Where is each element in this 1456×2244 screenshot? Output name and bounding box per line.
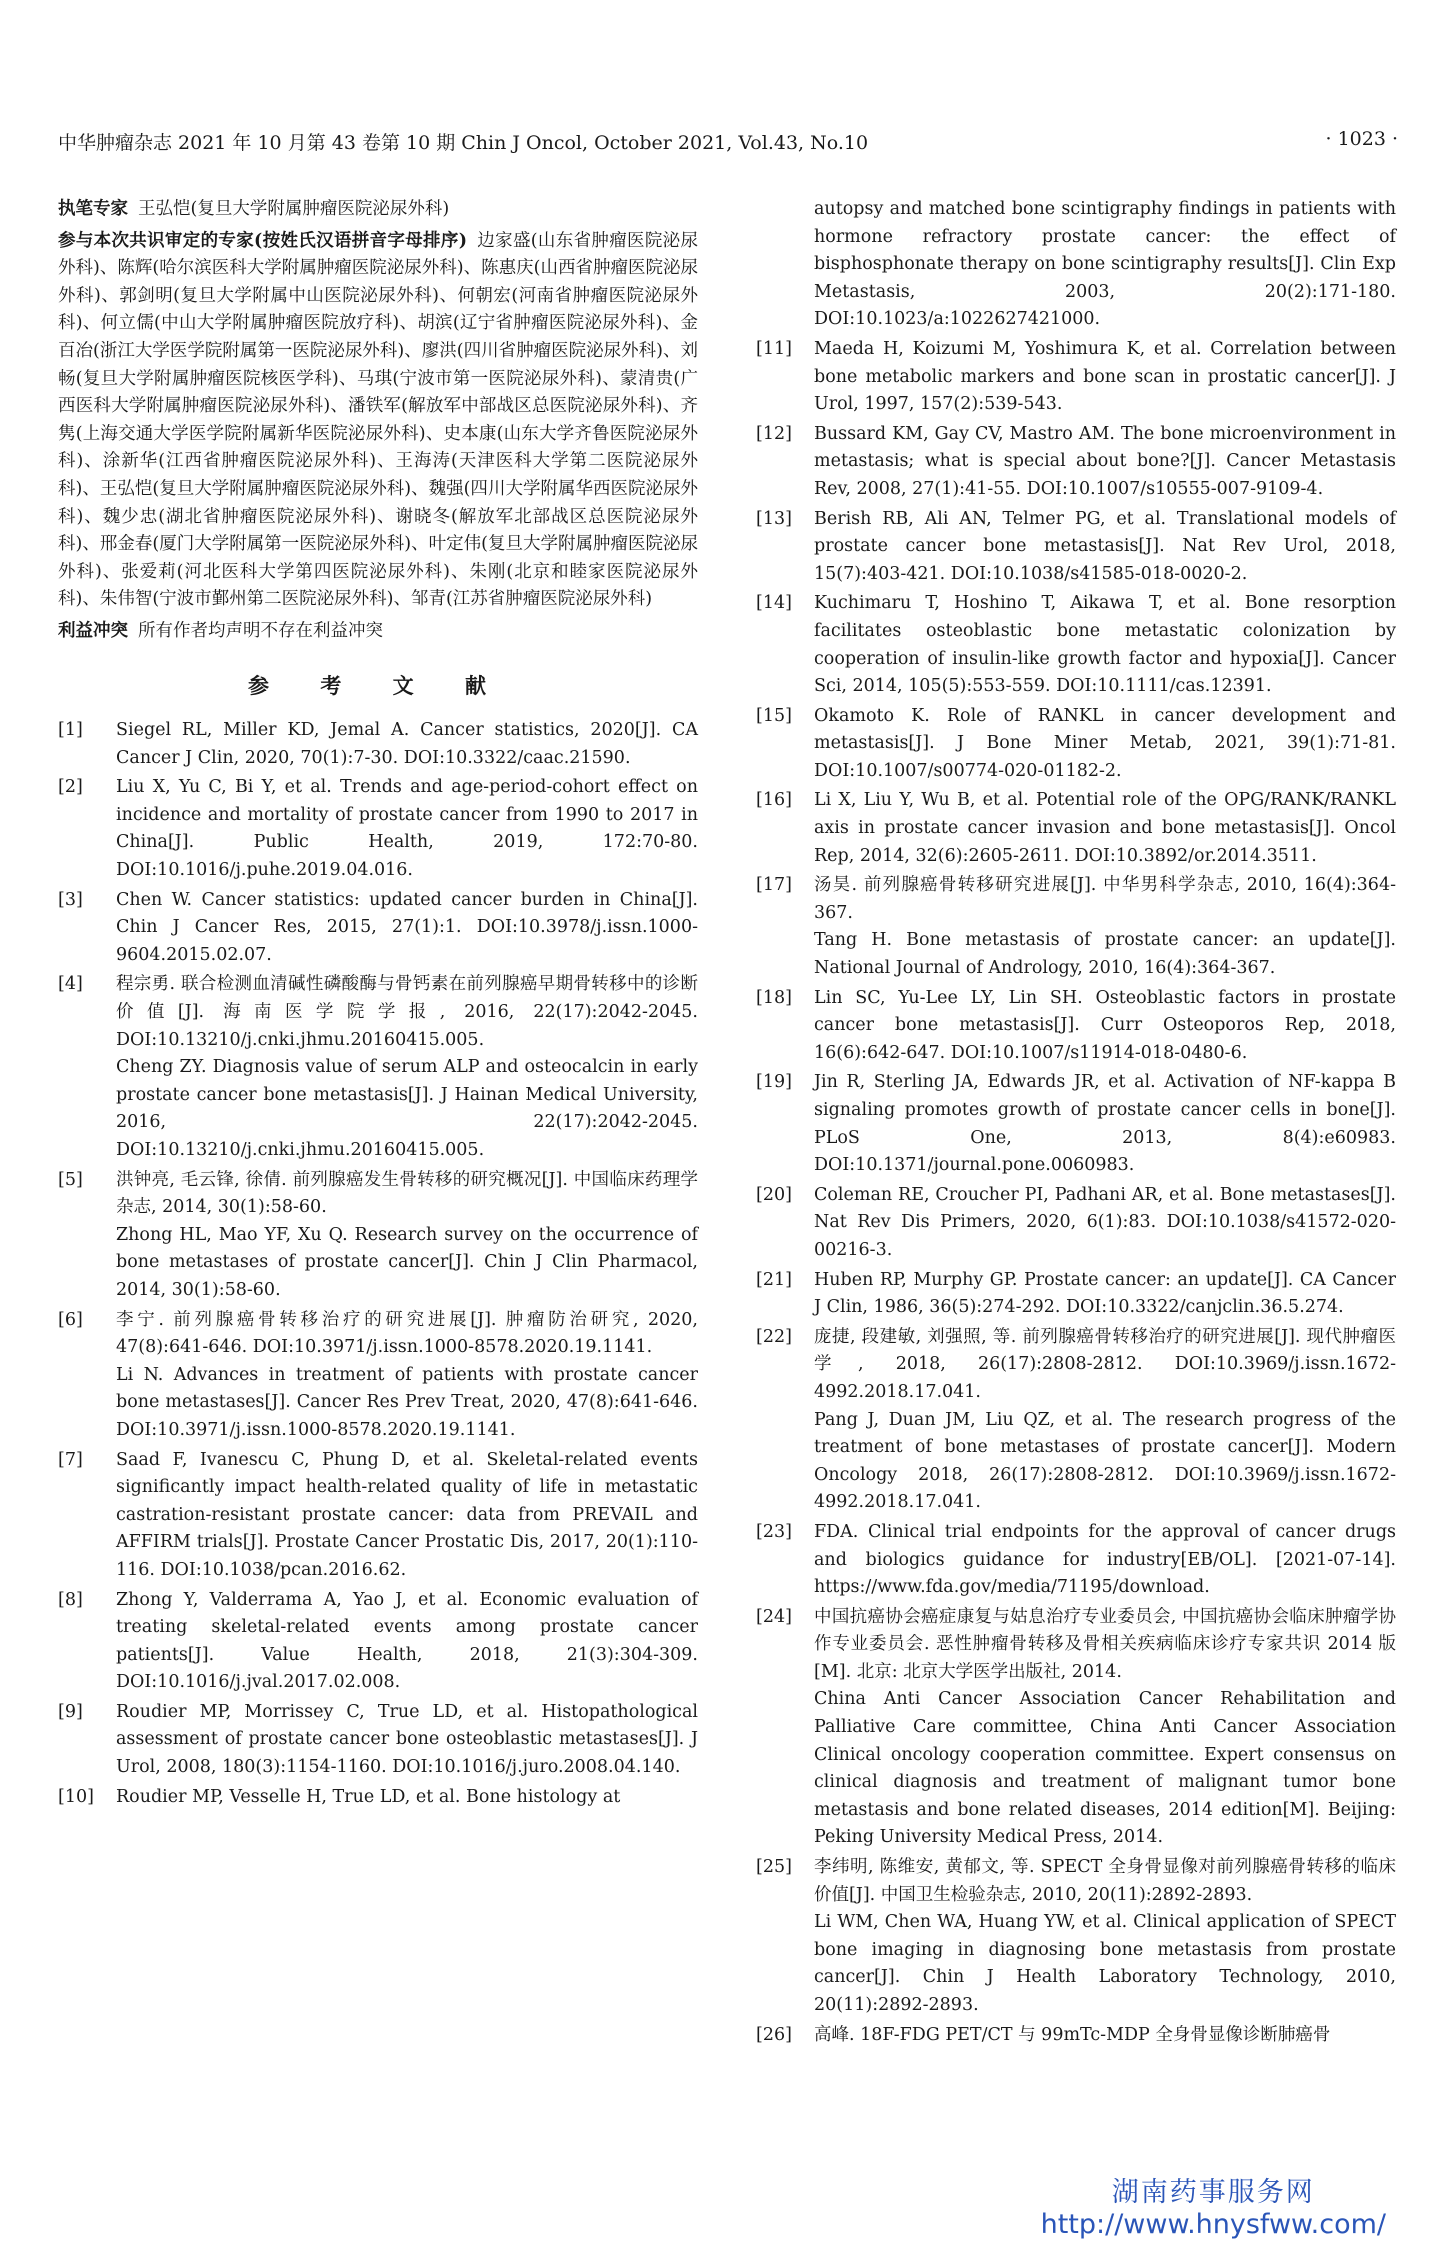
reference-body bbox=[116, 1699, 698, 1782]
reference-number: [26] bbox=[756, 2024, 792, 2045]
reference-text: Roudier MP, Morrissey C, True LD, et al. Histopathological assessment of prostate cancer bone osteoblastic metastases[J]. J Urol, 2008, 180(3):1154-1160. DOI:10.1016/j.juro.2008.04.140. bbox=[116, 1701, 698, 1778]
reviewers-text: 边家盛(山东省肿瘤医院泌尿外科)、陈辉(哈尔滨医科大学附属肿瘤医院泌尿外科)、陈惠庆(山西省肿瘤医院泌尿外科)、郭剑明(复旦大学附属中山医院泌尿外科)、何朝宏(河南省肿瘤医院泌尿外科)、何立儒(中山大学附属肿瘤医院放疗科)、胡滨(辽宁省肿瘤医院泌尿外科)、金百冶(浙江大学医学院附属第一医院泌尿外科)、廖洪(四川省肿瘤医院泌尿外科)、刘畅(复旦大学附属肿瘤医院核医学科)、马琪(宁波市第一医院泌尿外科)、蒙清贵(广西医科大学附属肿瘤医院泌尿外科)、潘铁军(解放军中部战区总医院泌尿外科)、齐隽(上海交通大学医学院附属新华医院泌尿外科)、史本康(山东大学齐鲁医院泌尿外科)、涂新华(江西省肿瘤医院泌尿外科)、王海涛(天津医科大学第二医院泌尿外科)、王弘恺(复旦大学附属肿瘤医院泌尿外科)、魏强(四川大学附属华西医院泌尿外科)、魏少忠(湖北省肿瘤医院泌尿外科)、谢晓冬(解放军北部战区总医院泌尿外科)、邢金春(厦门大学附属第一医院泌尿外科)、叶定伟(复旦大学附属肿瘤医院泌尿外科)、张爱莉(河北医科大学第四医院泌尿外科)、朱刚(北京和睦家医院泌尿外科)、朱伟智(宁波市鄞州第二医院泌尿外科)、邹青(江苏省肿瘤医院泌尿外科) bbox=[58, 230, 699, 610]
reference-body bbox=[814, 1182, 1396, 1265]
reference-translation: China Anti Cancer Association Cancer Rehabilitation and Palliative Care committee, China Anti Cancer Association Clinical oncology cooperation committee. Expert consensus on clinical diagnosis and treatment of malignant tumor bone metastasis and bone related diseases, 2014 edition[M]. Beijing: Peking University Medical Press, 2014. bbox=[814, 1689, 1396, 1848]
reference-body bbox=[814, 872, 1396, 982]
reference-translation: Li N. Advances in treatment of patients with prostate cancer bone metastases[J]. Cancer Res Prev Treat, 2020, 47(8):641-646. DOI:10.3971/j.issn.1000-8578.2020.19.1141. bbox=[116, 1364, 698, 1440]
reference-body bbox=[116, 971, 698, 1164]
references-list-left bbox=[58, 717, 698, 1811]
reference-item bbox=[58, 1784, 698, 1812]
reference-number: [17] bbox=[756, 875, 792, 896]
reference-body bbox=[116, 887, 698, 970]
reference-body bbox=[116, 1307, 698, 1445]
reference-number: [11] bbox=[756, 338, 792, 359]
reference-text: 庞捷, 段建敏, 刘强照, 等. 前列腺癌骨转移治疗的研究进展[J]. 现代肿瘤医学, 2018, 26(17):2808-2812. DOI:10.3969/j.issn.1672-4992.2018.17.041. bbox=[814, 1326, 1396, 1402]
reference-body bbox=[116, 774, 698, 884]
watermark-name: 湖南药事服务网 bbox=[1111, 2177, 1315, 2208]
reference-item bbox=[756, 872, 1396, 982]
reference-body bbox=[116, 717, 698, 772]
reference-text: Saad F, Ivanescu C, Phung D, et al. Skeletal-related events significantly impact health-related quality of life in metastatic castration-resistant prostate cancer: data from PREVAIL and AFFIRM trials[J]. Prostate Cancer Prostatic Dis, 2017, 20(1):110-116. DOI:10.1038/pcan.2016.62. bbox=[116, 1449, 698, 1580]
reference-number: [5] bbox=[58, 1169, 83, 1190]
reference-item bbox=[58, 1167, 698, 1305]
reference-body bbox=[814, 590, 1396, 700]
reference-text: 洪钟亮, 毛云锋, 徐倩. 前列腺癌发生骨转移的研究概况[J]. 中国临床药理学杂志, 2014, 30(1):58-60. bbox=[116, 1169, 698, 1218]
reference-text: 程宗勇. 联合检测血清碱性磷酸酶与骨钙素在前列腺癌早期骨转移中的诊断价值[J]. 海南医学院学报, 2016, 22(17):2042-2045. DOI:10.13210/j.cnki.jhmu.20160415.005. bbox=[116, 974, 698, 1050]
reference-number: [18] bbox=[756, 987, 792, 1008]
reference-item bbox=[58, 717, 698, 772]
reference-number: [16] bbox=[756, 790, 792, 811]
reference-translation: Zhong HL, Mao YF, Xu Q. Research survey on the occurrence of bone metastases of prostate cancer[J]. Chin J Clin Pharmacol, 2014, 30(1):58-60. bbox=[116, 1224, 698, 1300]
reference-body bbox=[814, 196, 1396, 334]
reference-text: autopsy and matched bone scintigraphy findings in patients with hormone refractory prostate cancer: the effect of bisphosphonate therapy on bone scintigraphy results[J]. Clin Exp Metastasis, 2003, 20(2):171-180. DOI:10.1023/a:1022627421000. bbox=[814, 199, 1396, 330]
reference-body bbox=[814, 1519, 1396, 1602]
reference-text: Liu X, Yu C, Bi Y, et al. Trends and age-period-cohort effect on incidence and mortality of prostate cancer from 1990 to 2017 in China[J]. Public Health, 2019, 172:70-80. DOI:10.1016/j.puhe.2019.04.016. bbox=[116, 777, 698, 881]
reference-number: [3] bbox=[58, 889, 83, 910]
reference-body bbox=[814, 1854, 1396, 2020]
page-number: · 1023 · bbox=[1325, 128, 1398, 150]
reference-text: 汤昊. 前列腺癌骨转移研究进展[J]. 中华男科学杂志, 2010, 16(4):364-367. bbox=[814, 875, 1396, 923]
author-paragraph bbox=[58, 196, 698, 224]
coi-label: 利益冲突 bbox=[58, 620, 128, 641]
author-text: 王弘恺(复旦大学附属肿瘤医院泌尿外科) bbox=[138, 199, 450, 219]
reference-item bbox=[58, 971, 698, 1164]
right-column bbox=[756, 196, 1396, 2051]
reference-text: Berish RB, Ali AN, Telmer PG, et al. Translational models of prostate cancer bone metastasis[J]. Nat Rev Urol, 2018, 15(7):403-421. DOI:10.1038/s41585-018-0020-2. bbox=[814, 508, 1396, 584]
reference-text: Lin SC, Yu-Lee LY, Lin SH. Osteoblastic factors in prostate cancer bone metastasis[J]. Curr Osteoporos Rep, 2018, 16(6):642-647. DOI:10.1007/s11914-018-0480-6. bbox=[814, 987, 1396, 1063]
reference-text: Siegel RL, Miller KD, Jemal A. Cancer statistics, 2020[J]. CA Cancer J Clin, 2020, 70(1):7-30. DOI:10.3322/caac.21590. bbox=[116, 720, 698, 768]
reference-body bbox=[116, 1784, 698, 1812]
reference-number: [19] bbox=[756, 1072, 792, 1093]
reference-body bbox=[814, 703, 1396, 786]
reference-translation: Li WM, Chen WA, Huang YW, et al. Clinical application of SPECT bone imaging in diagnosing bone metastasis from prostate cancer[J]. Chin J Health Laboratory Technology, 2010, 20(11):2892-2893. bbox=[814, 1912, 1396, 2015]
reference-body bbox=[814, 985, 1396, 1068]
reference-item bbox=[756, 196, 1396, 334]
site-watermark bbox=[1041, 2170, 1386, 2240]
reference-text: Kuchimaru T, Hoshino T, Aikawa T, et al. Bone resorption facilitates osteoblastic bone metastatic colonization by cooperation of insulin-like growth factor and hypoxia[J]. Cancer Sci, 2014, 105(5):553-559. DOI:10.1111/cas.12391. bbox=[814, 593, 1396, 697]
reference-number: [14] bbox=[756, 593, 792, 614]
reference-item bbox=[58, 1699, 698, 1782]
references-title: 参 考 文 献 bbox=[248, 672, 508, 698]
reference-text: Okamoto K. Role of RANKL in cancer development and metastasis[J]. J Bone Miner Metab, 2021, 39(1):71-81. DOI:10.1007/s00774-020-01182-2. bbox=[814, 705, 1396, 781]
reference-item bbox=[756, 1324, 1396, 1517]
reference-item bbox=[58, 1447, 698, 1585]
reference-text: 李纬明, 陈维安, 黄郁文, 等. SPECT 全身骨显像对前列腺癌骨转移的临床价值[J]. 中国卫生检验杂志, 2010, 20(11):2892-2893. bbox=[814, 1857, 1396, 1905]
reference-number: [13] bbox=[756, 508, 792, 529]
reference-item bbox=[58, 887, 698, 970]
reference-item bbox=[756, 787, 1396, 870]
running-header bbox=[58, 128, 1398, 160]
reference-body bbox=[814, 421, 1396, 504]
reference-body bbox=[814, 2022, 1396, 2050]
reference-item bbox=[756, 1267, 1396, 1322]
references-list-right bbox=[756, 196, 1396, 2049]
reference-number: [22] bbox=[756, 1326, 792, 1347]
watermark-url: http://www.hnysfww.com/ bbox=[1040, 2209, 1386, 2240]
reference-number: [21] bbox=[756, 1269, 792, 1290]
reference-item bbox=[58, 1587, 698, 1697]
reference-number: [9] bbox=[58, 1701, 83, 1722]
reference-body bbox=[116, 1587, 698, 1697]
reference-text: 高峰. 18F-FDG PET/CT 与 99mTc-MDP 全身骨显像诊断肺癌骨 bbox=[814, 2024, 1331, 2045]
reference-number: [23] bbox=[756, 1521, 792, 1542]
reference-item bbox=[756, 506, 1396, 589]
reference-body bbox=[116, 1167, 698, 1305]
reference-number: [2] bbox=[58, 777, 83, 798]
reference-item bbox=[756, 336, 1396, 419]
reference-text: Jin R, Sterling JA, Edwards JR, et al. Activation of NF-kappa B signaling promotes growth of prostate cancer cells in bone[J]. PLoS One, 2013, 8(4):e60983. DOI:10.1371/journal.pone.0060983. bbox=[814, 1072, 1396, 1176]
reference-item bbox=[58, 774, 698, 884]
reference-translation: Cheng ZY. Diagnosis value of serum ALP and osteocalcin in early prostate cancer bone metastasis[J]. J Hainan Medical University, 2016, 22(17):2042-2045. DOI:10.13210/j.cnki.jhmu.20160415.005. bbox=[116, 1057, 698, 1160]
reference-body bbox=[814, 1267, 1396, 1322]
reference-body bbox=[814, 1604, 1396, 1852]
coi-text: 所有作者均声明不存在利益冲突 bbox=[138, 620, 383, 641]
reference-body bbox=[814, 336, 1396, 419]
journal-header: 中华肿瘤杂志 2021 年 10 月第 43 卷第 10 期 Chin J Oncol, October 2021, Vol.43, No.10 bbox=[58, 132, 869, 154]
reference-number: [4] bbox=[58, 974, 83, 995]
reference-body bbox=[814, 1069, 1396, 1179]
reference-number: [1] bbox=[58, 720, 83, 741]
coi-paragraph bbox=[58, 618, 698, 646]
reference-text: Roudier MP, Vesselle H, True LD, et al. Bone histology at bbox=[116, 1786, 621, 1807]
reference-item bbox=[756, 590, 1396, 700]
reference-item bbox=[756, 1854, 1396, 2020]
reference-number: [24] bbox=[756, 1606, 792, 1627]
reference-number: [25] bbox=[756, 1857, 792, 1878]
reference-body bbox=[116, 1447, 698, 1585]
reference-item bbox=[756, 1604, 1396, 1852]
reference-item bbox=[756, 703, 1396, 786]
reviewers-paragraph bbox=[58, 228, 698, 614]
reference-text: Chen W. Cancer statistics: updated cancer burden in China[J]. Chin J Cancer Res, 2015, 27(1):1. DOI:10.3978/j.issn.1000-9604.2015.02.07. bbox=[116, 889, 698, 965]
reference-item bbox=[58, 1307, 698, 1445]
reference-item bbox=[756, 985, 1396, 1068]
reference-number: [7] bbox=[58, 1449, 83, 1470]
reference-text: Coleman RE, Croucher PI, Padhani AR, et al. Bone metastases[J]. Nat Rev Dis Primers, 2020, 6(1):83. DOI:10.1038/s41572-020-00216-3. bbox=[814, 1184, 1396, 1260]
reference-text: 李宁. 前列腺癌骨转移治疗的研究进展[J]. 肿瘤防治研究, 2020, 47(8):641-646. DOI:10.3971/j.issn.1000-8578.2020.19.1141. bbox=[116, 1309, 698, 1358]
reference-number: [15] bbox=[756, 705, 792, 726]
reference-item bbox=[756, 1182, 1396, 1265]
reference-number bbox=[756, 196, 814, 334]
reference-number: [6] bbox=[58, 1309, 83, 1330]
reference-number: [20] bbox=[756, 1184, 792, 1205]
author-label: 执笔专家 bbox=[58, 199, 128, 219]
reference-translation: Pang J, Duan JM, Liu QZ, et al. The research progress of the treatment of bone metastases of prostate cancer[J]. Modern Oncology 2018, 26(17):2808-2812. DOI:10.3969/j.issn.1672-4992.2018.17.041. bbox=[814, 1409, 1396, 1513]
reviewers-label: 参与本次共识审定的专家(按姓氏汉语拼音字母排序) bbox=[58, 230, 467, 251]
reference-number: [8] bbox=[58, 1589, 83, 1610]
reference-body bbox=[814, 506, 1396, 589]
reference-text: Zhong Y, Valderrama A, Yao J, et al. Economic evaluation of treating skeletal-related events among prostate cancer patients[J]. Value Health, 2018, 21(3):304-309. DOI:10.1016/j.jval.2017.02.008. bbox=[116, 1589, 698, 1693]
reference-text: Huben RP, Murphy GP. Prostate cancer: an update[J]. CA Cancer J Clin, 1986, 36(5):274-292. DOI:10.3322/canjclin.36.5.274. bbox=[814, 1269, 1396, 1318]
left-column bbox=[58, 196, 698, 1813]
reference-item bbox=[756, 1069, 1396, 1179]
reference-item bbox=[756, 1519, 1396, 1602]
reference-item bbox=[756, 2022, 1396, 2050]
reference-text: FDA. Clinical trial endpoints for the approval of cancer drugs and biologics guidance for industry[EB/OL]. [2021-07-14]. https://www.fda.gov/media/71195/download. bbox=[814, 1521, 1396, 1598]
reference-text: Li X, Liu Y, Wu B, et al. Potential role of the OPG/RANK/RANKL axis in prostate cancer invasion and bone metastasis[J]. Oncol Rep, 2014, 32(6):2605-2611. DOI:10.3892/or.2014.3511. bbox=[814, 790, 1396, 866]
reference-text: 中国抗癌协会癌症康复与姑息治疗专业委员会, 中国抗癌协会临床肿瘤学协作专业委员会. 恶性肿瘤骨转移及骨相关疾病临床诊疗专家共识 2014 版[M]. 北京: 北京大学医学出版社, 2014. bbox=[814, 1606, 1396, 1682]
reference-text: Bussard KM, Gay CV, Mastro AM. The bone microenvironment in metastasis; what is special about bone?[J]. Cancer Metastasis Rev, 2008, 27(1):41-55. DOI:10.1007/s10555-007-9109-4. bbox=[814, 423, 1396, 499]
reference-text: Maeda H, Koizumi M, Yoshimura K, et al. Correlation between bone metabolic markers and bone scan in prostatic cancer[J]. J Urol, 1997, 157(2):539-543. bbox=[814, 338, 1396, 415]
reference-number: [10] bbox=[58, 1786, 94, 1807]
reference-item bbox=[756, 421, 1396, 504]
reference-number: [12] bbox=[756, 423, 792, 444]
reference-body bbox=[814, 787, 1396, 870]
reference-translation: Tang H. Bone metastasis of prostate cancer: an update[J]. National Journal of Andrology, 2010, 16(4):364-367. bbox=[814, 930, 1396, 979]
reference-body bbox=[814, 1324, 1396, 1517]
